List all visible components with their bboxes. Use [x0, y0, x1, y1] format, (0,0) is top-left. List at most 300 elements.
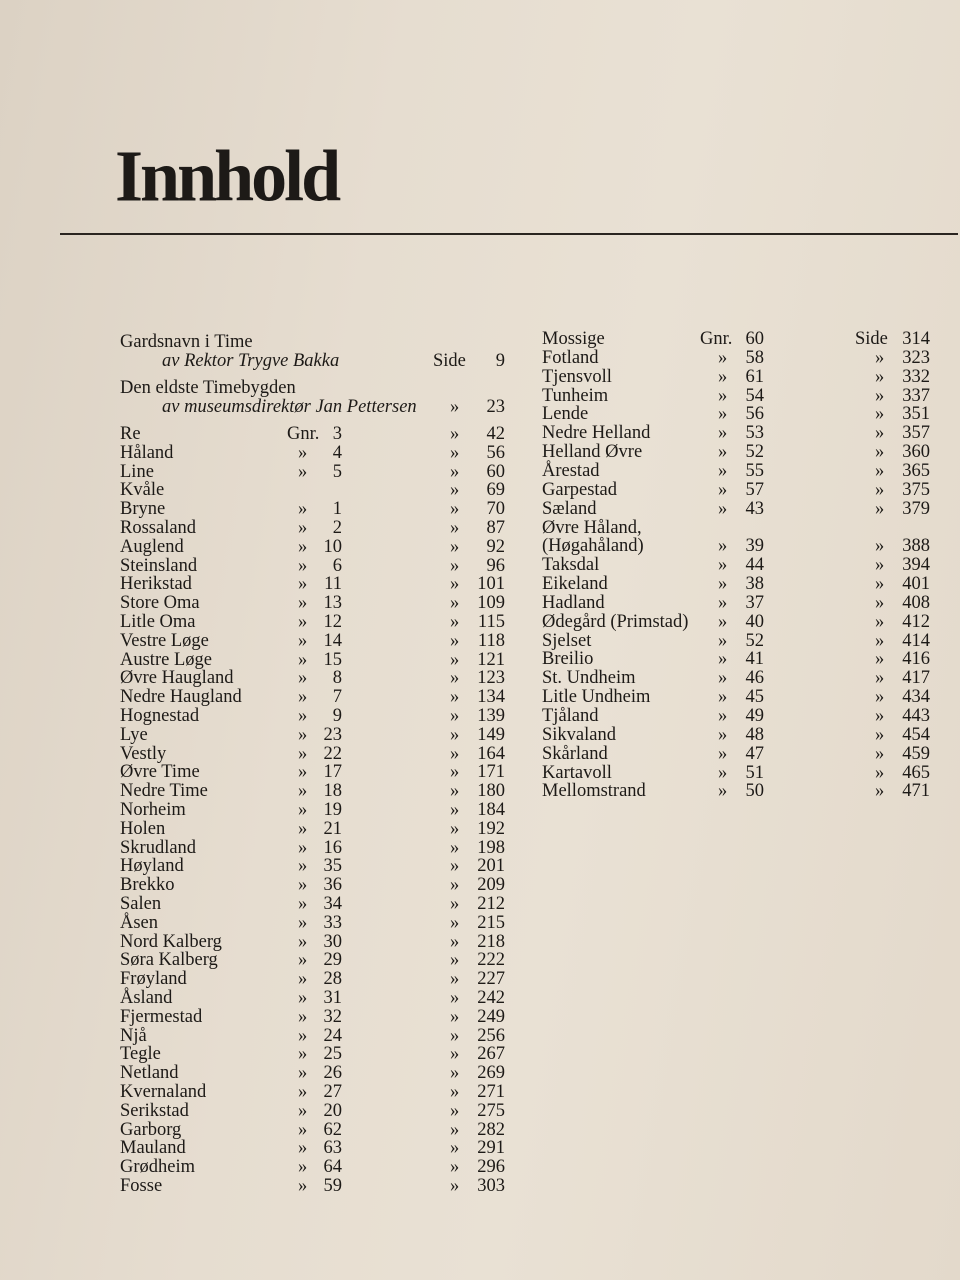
toc-entry [542, 556, 932, 575]
ditto-mark: » [718, 574, 728, 595]
ditto-mark: » [875, 574, 885, 595]
ditto-mark: » [450, 1138, 460, 1159]
page-number: 282 [477, 1119, 505, 1140]
gnr-number: 64 [323, 1157, 342, 1178]
toc-entry [542, 688, 932, 707]
title-divider [60, 233, 958, 235]
ditto-mark: » [298, 668, 308, 689]
ditto-mark: » [718, 347, 728, 368]
entry-name: Åsland [120, 988, 173, 1008]
gnr-number: 25 [323, 1044, 342, 1065]
entry-name: Serikstad [120, 1100, 189, 1121]
gnr-number: 52 [745, 442, 764, 463]
entry-name: Auglend [120, 536, 184, 557]
ditto-mark: » [298, 1176, 308, 1196]
entry-name: Årestad [542, 460, 600, 481]
ditto-mark: » [875, 592, 885, 613]
page-number: 60 [486, 461, 505, 482]
gnr-number: 39 [745, 536, 764, 557]
gnr-label: Gnr. [700, 329, 733, 349]
page-number: 171 [477, 762, 505, 783]
ditto-mark: » [450, 461, 460, 482]
gnr-number: 20 [323, 1100, 342, 1121]
page-number: 267 [477, 1044, 505, 1065]
entry-name: Ødegård (Primstad) [542, 611, 689, 632]
ditto-mark: » [450, 480, 460, 501]
toc-entry [542, 669, 932, 688]
page-number: 332 [902, 366, 930, 387]
gnr-number: 19 [323, 800, 342, 820]
ditto-mark: » [298, 743, 308, 764]
side-label: Side [855, 329, 888, 349]
entry-name: Mellomstrand [542, 781, 646, 802]
entry-name: Mauland [120, 1138, 186, 1159]
page-title: Innhold [115, 135, 339, 217]
ditto-mark: » [450, 630, 460, 651]
gnr-number: 29 [323, 950, 342, 971]
page-number: 303 [477, 1176, 505, 1196]
gnr-number: 48 [745, 724, 764, 745]
toc-entry [542, 594, 932, 613]
toc-entry [120, 1139, 510, 1158]
ditto-mark: » [875, 724, 885, 745]
ditto-mark: » [298, 612, 308, 632]
page-number: 139 [477, 706, 505, 726]
ditto-mark: » [875, 347, 885, 368]
ditto-mark: » [450, 1044, 460, 1065]
ditto-mark: » [298, 536, 308, 557]
toc-entry [542, 368, 932, 387]
ditto-mark: » [298, 518, 308, 538]
ditto-mark: » [450, 424, 460, 444]
ditto-mark: » [298, 988, 308, 1008]
entry-name: Frøyland [120, 969, 187, 990]
ditto-mark: » [450, 856, 460, 877]
gnr-number: 31 [323, 988, 342, 1008]
page-number: 242 [477, 988, 505, 1008]
entry-name: Austre Løge [120, 649, 212, 670]
page-number: 192 [477, 818, 505, 839]
page-number: 471 [902, 781, 930, 802]
entry-name: Grødheim [120, 1157, 196, 1178]
page-number: 459 [902, 743, 930, 764]
toc-entry [120, 519, 510, 538]
entry-name: Øvre Haugland [120, 668, 234, 689]
intro-heading-text: Den eldste Timebygden [120, 378, 296, 398]
ditto-mark: » [718, 498, 728, 519]
ditto-mark: » [718, 781, 728, 802]
page-number: 256 [477, 1025, 505, 1046]
ditto-mark: » [450, 1082, 460, 1102]
page-number: 337 [902, 385, 930, 406]
page-number: 212 [477, 894, 505, 914]
entry-name: Kvåle [120, 480, 165, 501]
entry-name: Sæland [542, 498, 597, 519]
entry-name: Njå [120, 1025, 147, 1046]
ditto-mark: » [875, 762, 885, 783]
ditto-mark: » [450, 499, 460, 520]
ditto-mark: » [718, 385, 728, 406]
intro-author-text: av museumsdirektør Jan Pettersen [162, 397, 417, 417]
entry-name: Rossaland [120, 518, 197, 538]
ditto-mark: » [298, 442, 308, 463]
ditto-mark: » [450, 950, 460, 971]
toc-entry [120, 1158, 510, 1177]
gnr-number: 8 [332, 668, 342, 689]
toc-entry [542, 745, 932, 764]
gnr-number: 18 [323, 781, 342, 802]
entry-name: Nedre Time [120, 781, 208, 802]
gnr-number: 9 [332, 706, 342, 726]
toc-entry [120, 557, 510, 576]
page-number: 56 [486, 442, 505, 463]
gnr-number: 14 [323, 630, 342, 651]
gnr-number: 54 [745, 385, 764, 406]
page-number: 388 [902, 536, 930, 557]
toc-entry [542, 575, 932, 594]
gnr-number: 1 [332, 499, 342, 520]
gnr-number: 27 [323, 1082, 342, 1102]
page-number: 115 [477, 612, 505, 632]
ditto-mark: » [298, 1063, 308, 1084]
ditto-mark: » [718, 724, 728, 745]
ditto-mark: » [450, 612, 460, 632]
ditto-mark: » [298, 461, 308, 482]
intro-author-1 [120, 352, 520, 371]
entry-name: Fotland [542, 347, 599, 368]
gnr-number: 12 [323, 612, 342, 632]
ditto-mark: » [298, 969, 308, 990]
intro-author-text: av Rektor Trygve Bakka [162, 351, 340, 371]
toc-entry [120, 1045, 510, 1064]
ditto-mark: » [450, 706, 460, 726]
intro-heading-1 [120, 333, 520, 352]
entry-name: Brekko [120, 875, 175, 896]
toc-entry [542, 726, 932, 745]
gnr-number: 38 [745, 574, 764, 595]
ditto-mark: » [875, 555, 885, 576]
page-number: 134 [477, 687, 505, 708]
ditto-mark: » [450, 687, 460, 708]
entry-name: Taksdal [542, 555, 600, 576]
gnr-number: 50 [745, 781, 764, 802]
ditto-mark: » [298, 931, 308, 952]
entry-name: Garborg [120, 1119, 182, 1140]
gnr-number: 49 [745, 706, 764, 726]
gnr-number: 11 [324, 574, 342, 595]
toc-entry [120, 1177, 510, 1196]
page-number: 412 [902, 611, 930, 632]
entry-name: Herikstad [120, 574, 192, 595]
ditto-mark: » [450, 1100, 460, 1121]
ditto-mark: » [718, 743, 728, 764]
ditto-mark: » [450, 1006, 460, 1027]
gnr-number: 63 [323, 1138, 342, 1159]
entry-name: Kvernaland [120, 1082, 207, 1102]
ditto-mark: » [450, 649, 460, 670]
gnr-number: 37 [745, 592, 764, 613]
page-number: 379 [902, 498, 930, 519]
toc-entry [120, 989, 510, 1008]
toc-entry [120, 575, 510, 594]
gnr-number: 57 [745, 479, 764, 500]
page-number: 227 [477, 969, 505, 990]
toc-entry [120, 876, 510, 895]
ditto-mark: » [450, 837, 460, 858]
gnr-number: 40 [745, 611, 764, 632]
ditto-mark: » [718, 366, 728, 387]
gnr-number: 3 [332, 424, 342, 444]
ditto-mark: » [718, 555, 728, 576]
toc-entry [120, 1102, 510, 1121]
ditto-mark: » [450, 397, 460, 417]
page-number: 198 [477, 837, 505, 858]
ditto-mark: » [875, 649, 885, 670]
ditto-mark: » [450, 912, 460, 933]
toc-entry [542, 481, 932, 500]
ditto-mark: » [450, 969, 460, 990]
page-number: 408 [902, 592, 930, 613]
ditto-mark: » [298, 781, 308, 802]
gnr-number: 26 [323, 1063, 342, 1084]
ditto-mark: » [298, 1119, 308, 1140]
page-number: 222 [477, 950, 505, 971]
ditto-mark: » [450, 781, 460, 802]
ditto-mark: » [450, 894, 460, 914]
toc-entry [120, 726, 510, 745]
ditto-mark: » [450, 818, 460, 839]
toc-entry [120, 951, 510, 970]
toc-entry [120, 613, 510, 632]
page-number: 401 [902, 574, 930, 595]
gnr-number: 30 [323, 931, 342, 952]
gnr-number: 53 [745, 423, 764, 444]
page-number: 180 [477, 781, 505, 802]
page-number: 121 [477, 649, 505, 670]
intro-page-number: 9 [495, 351, 505, 371]
ditto-mark: » [718, 460, 728, 481]
toc-entry [542, 613, 932, 632]
page-number: 365 [902, 460, 930, 481]
page-number: 434 [902, 687, 930, 708]
ditto-mark: » [298, 800, 308, 820]
entry-name: Tjåland [542, 706, 599, 726]
entry-name: Steinsland [120, 555, 198, 576]
ditto-mark: » [875, 536, 885, 557]
ditto-mark: » [450, 1176, 460, 1196]
gnr-number: 16 [323, 837, 342, 858]
toc-entry [542, 632, 932, 651]
entry-name: Tunheim [542, 385, 609, 406]
ditto-mark: » [298, 593, 308, 614]
gnr-number: 55 [745, 460, 764, 481]
entry-name: Re [120, 424, 141, 444]
toc-entry [542, 387, 932, 406]
page-number: 443 [902, 706, 930, 726]
gnr-number: 46 [745, 668, 764, 689]
toc-entry [120, 481, 510, 500]
ditto-mark: » [450, 1157, 460, 1178]
page-number: 375 [902, 479, 930, 500]
page-number: 201 [477, 856, 505, 877]
ditto-mark: » [298, 630, 308, 651]
ditto-mark: » [718, 611, 728, 632]
intro-page-number: 23 [486, 397, 505, 417]
ditto-mark: » [450, 988, 460, 1008]
ditto-mark: » [298, 706, 308, 726]
entry-name: (Høgahåland) [542, 536, 644, 557]
page-number: 417 [902, 668, 930, 689]
page-number: 215 [477, 912, 505, 933]
ditto-mark: » [298, 1082, 308, 1102]
ditto-mark: » [298, 837, 308, 858]
toc-entry [542, 443, 932, 462]
page-number: 249 [477, 1006, 505, 1027]
ditto-mark: » [298, 1100, 308, 1121]
gnr-number: 58 [745, 347, 764, 368]
gnr-number: 35 [323, 856, 342, 877]
page-number: 42 [486, 424, 505, 444]
gnr-number: 10 [323, 536, 342, 557]
entry-name: Litle Undheim [542, 687, 651, 708]
toc-entry [542, 519, 932, 538]
gnr-number: 4 [332, 442, 342, 463]
toc-entry [120, 801, 510, 820]
toc-entry [120, 1064, 510, 1083]
page-number: 296 [477, 1157, 505, 1178]
entry-name: Breilio [542, 649, 594, 670]
ditto-mark: » [298, 856, 308, 877]
page-number: 291 [477, 1138, 505, 1159]
gnr-number: 7 [332, 687, 342, 708]
ditto-mark: » [718, 649, 728, 670]
ditto-mark: » [450, 442, 460, 463]
ditto-mark: » [298, 818, 308, 839]
ditto-mark: » [298, 1006, 308, 1027]
toc-entry [120, 839, 510, 858]
toc-entry [120, 688, 510, 707]
toc-entry [120, 1027, 510, 1046]
entry-name: Holen [120, 818, 166, 839]
ditto-mark: » [875, 498, 885, 519]
toc-entry [120, 425, 510, 444]
gnr-number: 43 [745, 498, 764, 519]
gnr-number: 51 [745, 762, 764, 783]
toc-entry [542, 405, 932, 424]
ditto-mark: » [298, 950, 308, 971]
entry-name: Bryne [120, 499, 166, 520]
entry-name: Åsen [120, 912, 159, 933]
ditto-mark: » [875, 611, 885, 632]
ditto-mark: » [718, 706, 728, 726]
toc-entry [542, 537, 932, 556]
ditto-mark: » [298, 1025, 308, 1046]
ditto-mark: » [875, 404, 885, 425]
gnr-number: 60 [745, 329, 764, 349]
ditto-mark: » [298, 894, 308, 914]
ditto-mark: » [875, 385, 885, 406]
gnr-number: 15 [323, 649, 342, 670]
gnr-number: 36 [323, 875, 342, 896]
gnr-number: 56 [745, 404, 764, 425]
toc-entry [120, 970, 510, 989]
ditto-mark: » [298, 555, 308, 576]
toc-entry [120, 538, 510, 557]
page-number: 465 [902, 762, 930, 783]
entry-name: Skrudland [120, 837, 197, 858]
entry-name: Helland Øvre [542, 442, 643, 463]
page-number: 87 [486, 518, 505, 538]
toc-entry [542, 500, 932, 519]
entry-name: Eikeland [542, 574, 608, 595]
page-number: 149 [477, 724, 505, 745]
ditto-mark: » [298, 875, 308, 896]
ditto-mark: » [298, 912, 308, 933]
toc-entry [542, 764, 932, 783]
entry-name: Lende [542, 404, 589, 425]
entry-name: Sikvaland [542, 724, 616, 745]
entry-name: Nord Kalberg [120, 931, 222, 952]
toc-entry [542, 782, 932, 801]
gnr-number: 21 [323, 818, 342, 839]
page-number: 357 [902, 423, 930, 444]
ditto-mark: » [298, 724, 308, 745]
ditto-mark: » [450, 875, 460, 896]
toc-entry [542, 707, 932, 726]
entry-name: Line [120, 461, 154, 482]
toc-entry [542, 349, 932, 368]
ditto-mark: » [718, 687, 728, 708]
page-number: 69 [486, 480, 505, 501]
ditto-mark: » [875, 743, 885, 764]
page-number: 209 [477, 875, 505, 896]
entry-name: Øvre Håland, [542, 517, 642, 538]
page-number: 101 [477, 574, 505, 595]
entry-name: Tjensvoll [542, 366, 612, 387]
page-number: 275 [477, 1100, 505, 1121]
page-number: 269 [477, 1063, 505, 1084]
ditto-mark: » [298, 1157, 308, 1178]
ditto-mark: » [450, 724, 460, 745]
page-number: 164 [477, 743, 505, 764]
toc-entry [120, 820, 510, 839]
ditto-mark: » [718, 668, 728, 689]
entry-name: Sjelset [542, 630, 592, 651]
gnr-number: 61 [745, 366, 764, 387]
entry-name: Nedre Haugland [120, 687, 242, 708]
toc-entry [542, 462, 932, 481]
page-number: 351 [902, 404, 930, 425]
entry-name: Fjermestad [120, 1006, 203, 1027]
ditto-mark: » [718, 762, 728, 783]
toc-entry [120, 594, 510, 613]
gnr-number: 28 [323, 969, 342, 990]
page-number: 70 [486, 499, 505, 520]
intro-author-2 [120, 398, 520, 417]
toc-entry [120, 914, 510, 933]
gnr-number: 52 [745, 630, 764, 651]
ditto-mark: » [718, 423, 728, 444]
gnr-number: 41 [745, 649, 764, 670]
gnr-number: 13 [323, 593, 342, 614]
gnr-number: 44 [745, 555, 764, 576]
ditto-mark: » [875, 781, 885, 802]
gnr-label: Gnr. [287, 424, 320, 444]
entry-name: Skårland [542, 743, 608, 764]
page-number: 109 [477, 593, 505, 614]
entry-name: Vestre Løge [120, 630, 209, 651]
page-number: 218 [477, 931, 505, 952]
